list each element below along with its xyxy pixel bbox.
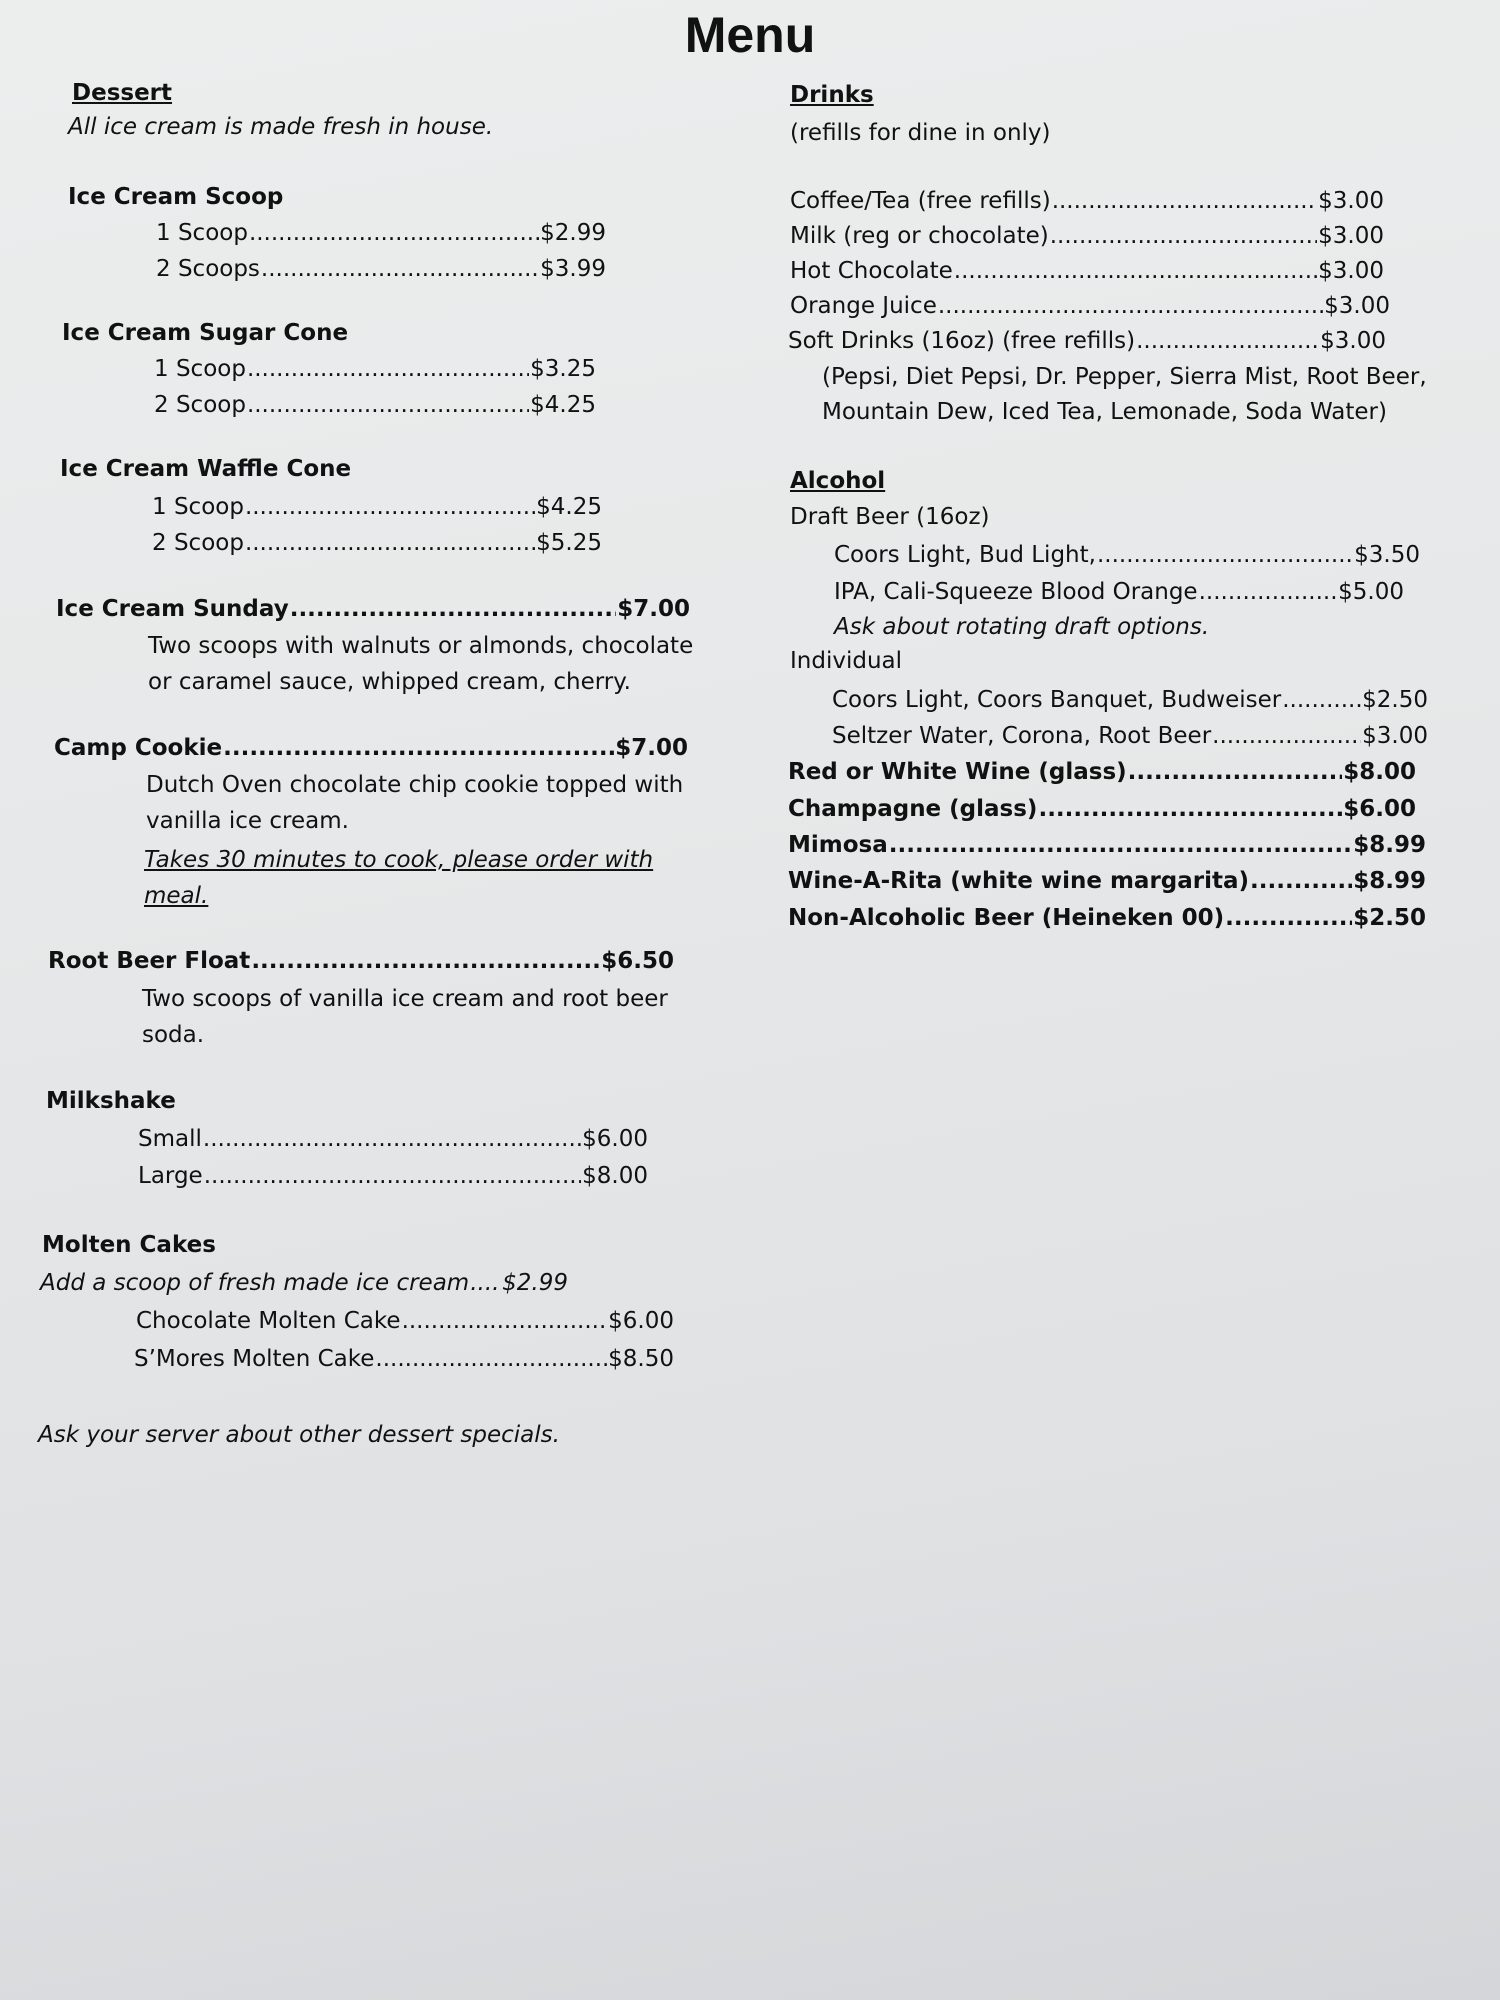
item-price: $8.00 [1343,759,1416,785]
item-price: $3.25 [530,356,596,382]
item-price: $6.00 [582,1126,648,1152]
menu-item-wine [788,757,1416,787]
menu-item-ipa-draft [834,577,1404,607]
leader-dots [938,291,1323,321]
leader-dots [1128,757,1343,787]
draft-note: Ask about rotating draft options. [834,614,1210,640]
menu-item-seltzer-corona [832,721,1428,751]
leader-dots [245,492,535,522]
item-label: Orange Juice [790,293,937,319]
sunday-description: Two scoops with walnuts or almonds, chocolate or caramel sauce, whipped cream, cherry. [148,633,694,695]
dessert-footer: Ask your server about other dessert specials. [38,1422,560,1448]
leader-dots [1282,685,1361,715]
soft-drinks-list-line-1: (Pepsi, Diet Pepsi, Dr. Pepper, Sierra Mist, Root Beer, [822,364,1427,390]
leader-dots [1052,186,1317,216]
menu-item-root-beer-float [48,946,674,976]
menu-item-2-scoops [156,254,606,284]
leader-dots [889,830,1352,860]
leader-dots [402,1306,608,1336]
item-label: Camp Cookie [54,735,223,761]
item-label: 1 Scoop [152,494,244,520]
item-label: Red or White Wine (glass) [788,759,1127,785]
sugar-cone-heading: Ice Cream Sugar Cone [62,320,349,346]
item-label: Large [138,1163,203,1189]
item-price: $6.00 [1343,796,1416,822]
leader-dots [247,390,529,420]
item-label: Mimosa [788,832,888,858]
menu-item-non-alcoholic-beer [788,903,1426,933]
addon-label: Add a scoop of fresh made ice cream [40,1270,470,1296]
menu-item-smores-molten [134,1344,674,1374]
item-label: IPA, Cali-Squeeze Blood Orange [834,579,1198,605]
leader-dots [1199,577,1338,607]
leader-dots [470,1268,501,1298]
item-label: Champagne (glass) [788,796,1038,822]
item-label: Chocolate Molten Cake [136,1308,401,1334]
float-description: Two scoops of vanilla ice cream and root beer soda. [142,986,668,1048]
leader-dots [245,528,535,558]
leader-dots [1225,903,1352,933]
item-price: $8.99 [1353,868,1426,894]
item-price: $2.50 [1362,687,1428,713]
item-price: $3.99 [540,256,606,282]
leader-dots [290,594,617,624]
drinks-note: (refills for dine in only) [790,120,1051,146]
menu-item-sugar-1 [154,354,596,384]
menu-item-hot-chocolate [790,256,1384,286]
item-price: $3.00 [1318,188,1384,214]
cookie-note: Takes 30 minutes to cook, please order with meal. [144,847,654,909]
leader-dots [1136,326,1319,356]
item-price: $2.50 [1353,905,1426,931]
item-label: 2 Scoops [156,256,260,282]
item-label: Non-Alcoholic Beer (Heineken 00) [788,905,1225,931]
item-price: $3.50 [1354,542,1420,568]
item-price: $8.99 [1353,832,1426,858]
leader-dots [251,946,600,976]
soft-drinks-list-line-2: Mountain Dew, Iced Tea, Lemonade, Soda Water) [822,399,1387,425]
menu-item-milk [790,221,1384,251]
item-label: Coors Light, Coors Banquet, Budweiser [832,687,1282,713]
item-price: $7.00 [617,596,690,622]
item-label: 2 Scoop [154,392,246,418]
drinks-heading: Drinks [790,82,874,108]
leader-dots [1212,721,1361,751]
item-price: $4.25 [536,494,602,520]
menu-item-small [138,1124,648,1154]
leader-dots [204,1161,581,1191]
menu-item-large [138,1161,648,1191]
menu-item-coors-bud-draft [834,540,1420,570]
item-price: $3.00 [1318,258,1384,284]
item-price: $6.00 [608,1308,674,1334]
menu-item-sugar-2 [154,390,596,420]
item-price: $3.00 [1318,223,1384,249]
leader-dots [249,218,539,248]
milkshake-heading: Milkshake [46,1088,176,1114]
leader-dots [1250,866,1352,896]
leader-dots [223,733,614,763]
menu-item-soft-drinks [788,326,1386,356]
leader-dots [1050,221,1317,251]
dessert-note: All ice cream is made fresh in house. [68,114,494,140]
leader-dots [1097,540,1353,570]
menu-item-sunday [56,594,690,624]
item-price: $4.25 [530,392,596,418]
molten-heading: Molten Cakes [42,1232,216,1258]
item-label: Coors Light, Bud Light, [834,542,1096,568]
menu-item-coffee-tea [790,186,1384,216]
leader-dots [954,256,1317,286]
item-label: Hot Chocolate [790,258,953,284]
menu-item-chocolate-molten [136,1306,674,1336]
menu-item-waffle-2 [152,528,602,558]
item-label: Soft Drinks (16oz) (free refills) [788,328,1136,354]
leader-dots [375,1344,607,1374]
item-label: Wine-A-Rita (white wine margarita) [788,868,1250,894]
menu-item-mimosa [788,830,1426,860]
item-price: $7.00 [615,735,688,761]
menu-item-champagne [788,794,1416,824]
item-price: $3.00 [1324,293,1390,319]
menu-item-individual-beers [832,685,1428,715]
item-price: $2.99 [540,220,606,246]
item-price: $8.50 [608,1346,674,1372]
menu-item-camp-cookie [54,733,688,763]
leader-dots [261,254,539,284]
waffle-cone-heading: Ice Cream Waffle Cone [60,456,352,482]
item-label: Small [138,1126,202,1152]
leader-dots [247,354,529,384]
item-label: 1 Scoop [154,356,246,382]
item-label: 1 Scoop [156,220,248,246]
cookie-description: Dutch Oven chocolate chip cookie topped with vanilla ice cream. [146,772,684,834]
menu-title: Menu [684,7,816,63]
item-label: Ice Cream Sunday [56,596,289,622]
item-label: Milk (reg or chocolate) [790,223,1049,249]
item-price: $3.00 [1320,328,1386,354]
menu-item-1-scoop [156,218,606,248]
individual-label: Individual [790,648,903,674]
addon-price: $2.99 [502,1270,568,1296]
item-label: 2 Scoop [152,530,244,556]
item-price: $3.00 [1362,723,1428,749]
item-label: Root Beer Float [48,948,251,974]
item-label: Coffee/Tea (free refills) [790,188,1051,214]
item-label: S’Mores Molten Cake [134,1346,375,1372]
item-price: $5.00 [1338,579,1404,605]
menu-item-wine-a-rita [788,866,1426,896]
item-price: $8.00 [582,1163,648,1189]
scoop-heading: Ice Cream Scoop [68,184,284,210]
molten-addon [40,1268,568,1298]
menu-item-waffle-1 [152,492,602,522]
draft-beer-label: Draft Beer (16oz) [790,504,990,530]
alcohol-heading: Alcohol [790,468,886,494]
leader-dots [1038,794,1342,824]
item-price: $5.25 [536,530,602,556]
item-price: $6.50 [601,948,674,974]
leader-dots [203,1124,581,1154]
dessert-heading: Dessert [72,80,173,106]
menu-item-orange-juice [790,291,1390,321]
item-label: Seltzer Water, Corona, Root Beer [832,723,1212,749]
